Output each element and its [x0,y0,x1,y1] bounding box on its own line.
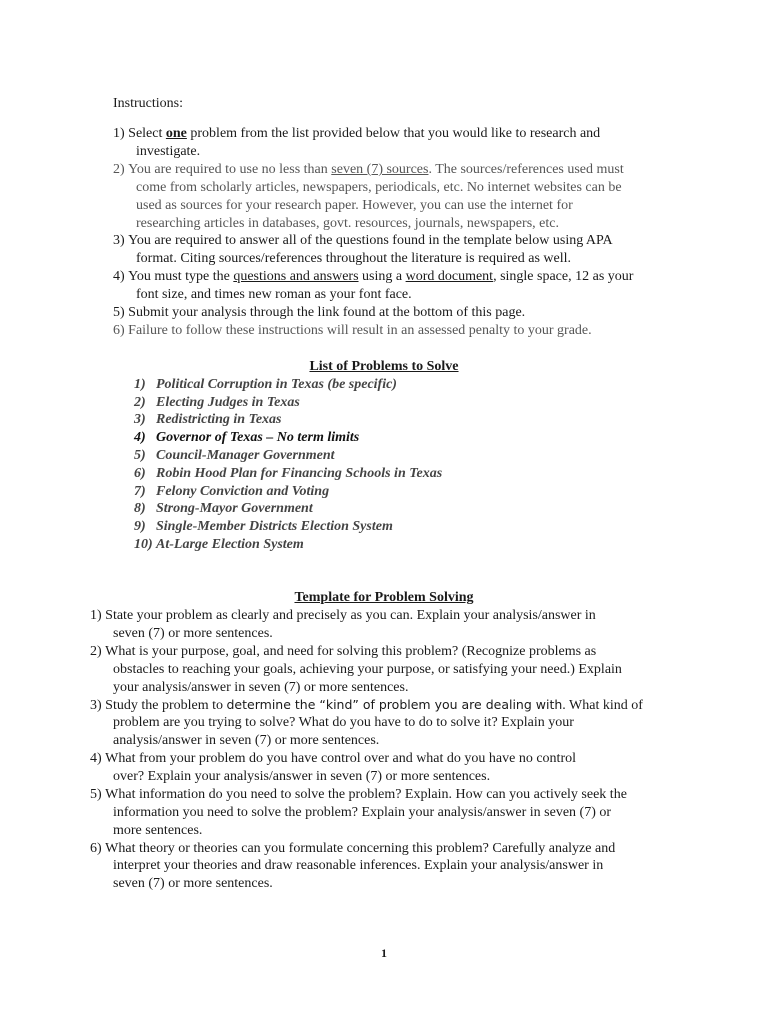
question-1-line-2: seven (7) or more sentences. [113,626,273,641]
instruction-5: 5) Submit your analysis through the link found at the bottom of this page. [113,305,526,320]
problem-item-10: 10) At-Large Election System [134,537,304,552]
problem-item-3: 3) Redistricting in Texas [134,412,282,427]
instruction-2-line-2: come from scholarly articles, newspapers, periodicals, etc. No internet websites can be [136,180,622,195]
question-5-line-3: more sentences. [113,823,203,838]
instruction-1-cont: investigate. [136,144,201,159]
problem-item-6: 6) Robin Hood Plan for Financing Schools in Texas [134,466,443,481]
instruction-2-line-4: researching articles in databases, govt. resources, journals, newspapers, etc. [136,216,559,231]
problems-heading: List of Problems to Solve [309,359,459,374]
question-6-line-3: seven (7) or more sentences. [113,876,273,891]
problem-item-2: 2) Electing Judges in Texas [134,395,300,410]
instruction-3-line-2: format. Citing sources/references throughout the literature is required as well. [136,251,572,266]
question-5: 5) What information do you need to solve the problem? Explain. How can you actively seek the [90,787,627,802]
question-5-line-2: information you need to solve the problem? Explain your analysis/answer in seven (7) or [113,805,612,820]
instruction-4: 4) You must type the questions and answers using a word document, single space, 12 as your [113,269,634,284]
question-2-line-2: obstacles to reaching your goals, achieving your purpose, or satisfying your need.) Explain [113,662,622,677]
instruction-4-line-2: font size, and times new roman as your font face. [136,287,412,302]
problem-item-1: 1) Political Corruption in Texas (be specific) [134,377,397,392]
problem-item-5: 5) Council-Manager Government [134,448,335,463]
question-2: 2) What is your purpose, goal, and need for solving this problem? (Recognize problems as [90,644,597,659]
question-3-line-2: problem are you trying to solve? What do you have to do to solve it? Explain your [113,715,574,730]
problem-item-4: 4) Governor of Texas – No term limits [134,430,360,445]
instruction-2-line-3: used as sources for your research paper. However, you can use the internet for [136,198,573,213]
question-1: 1) State your problem as clearly and precisely as you can. Explain your analysis/answer in [90,608,596,623]
instruction-2: 2) You are required to use no less than seven (7) sources. The sources/references used must [113,162,624,177]
instruction-3: 3) You are required to answer all of the questions found in the template below using APA [113,233,613,248]
question-3-line-3: analysis/answer in seven (7) or more sentences. [113,733,380,748]
instructions-label: Instructions: [113,96,183,111]
problem-item-9: 9) Single-Member Districts Election System [134,519,393,534]
question-4-line-2: over? Explain your analysis/answer in seven (7) or more sentences. [113,769,491,784]
question-6: 6) What theory or theories can you formulate concerning this problem? Carefully analyze and [90,841,616,856]
problem-item-8: 8) Strong-Mayor Government [134,501,313,516]
question-6-line-2: interpret your theories and draw reasonable inferences. Explain your analysis/answer in [113,858,604,873]
instruction-1: 1) Select one problem from the list provided below that you would like to research and [113,126,601,141]
question-2-line-3: your analysis/answer in seven (7) or more sentences. [113,680,409,695]
template-heading: Template for Problem Solving [294,590,474,605]
question-3: 3) Study the problem to determine the “kind” of problem you are dealing with. What kind of [90,697,643,713]
page-number: 1 [381,946,387,960]
problem-item-7: 7) Felony Conviction and Voting [134,484,330,499]
instruction-6: 6) Failure to follow these instructions will result in an assessed penalty to your grade. [113,323,592,338]
question-4: 4) What from your problem do you have control over and what do you have no control [90,751,576,766]
